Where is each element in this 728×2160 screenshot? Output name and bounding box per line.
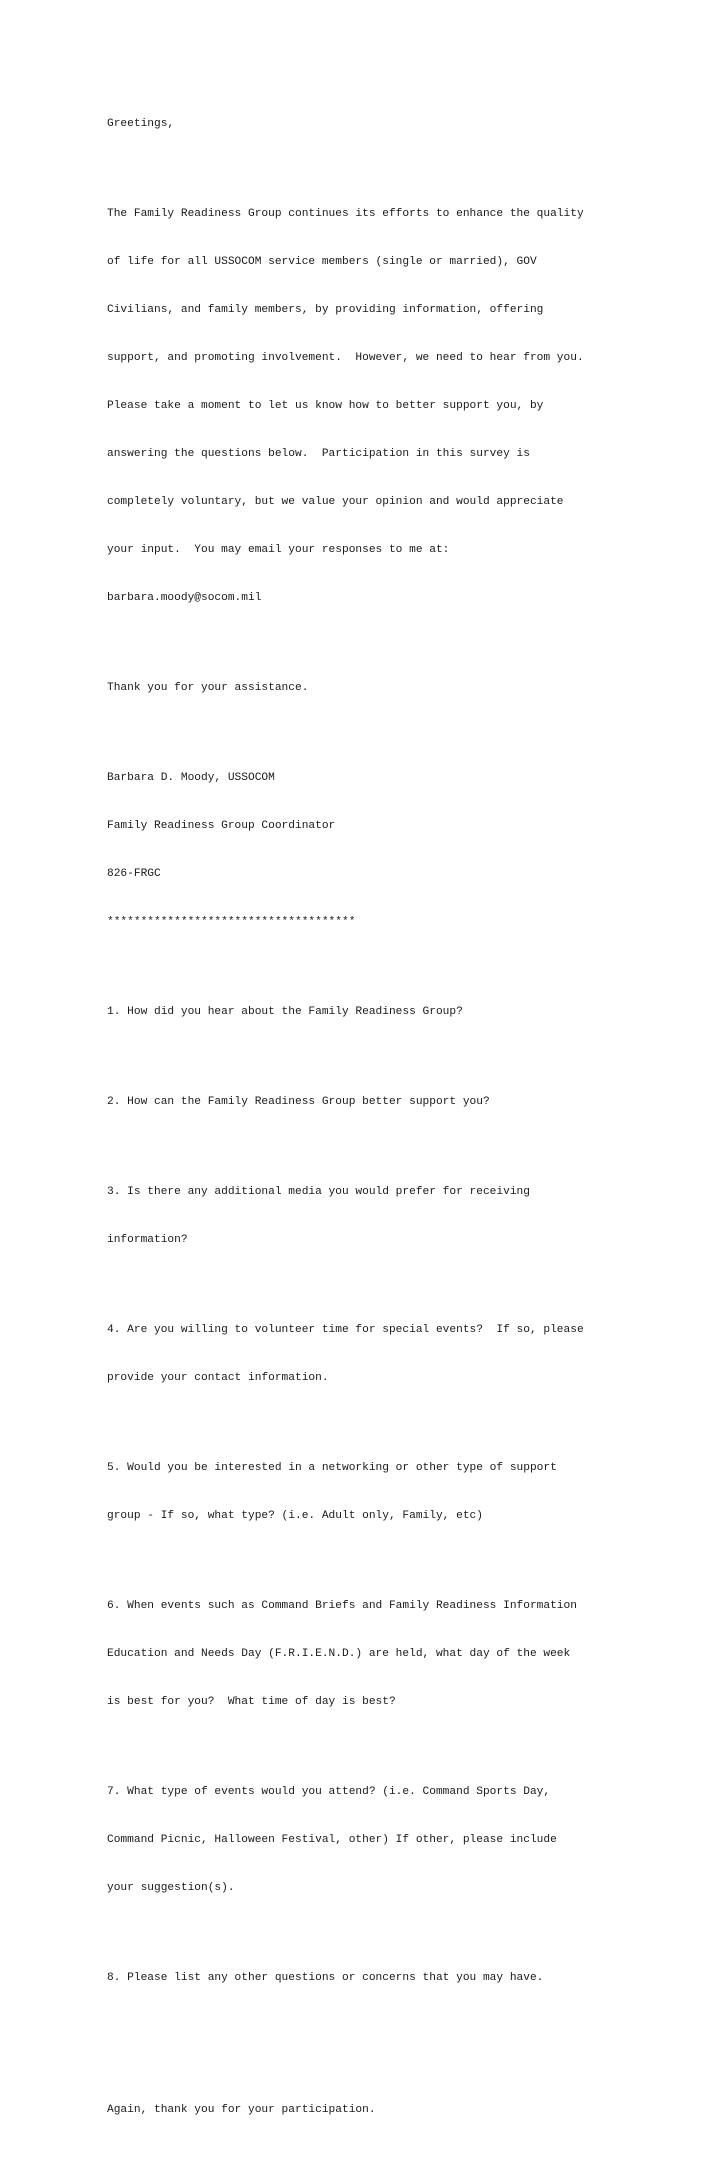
intro-line: Please take a moment to let us know how to better support you, by xyxy=(107,400,544,412)
email-address: barbara.moody@socom.mil xyxy=(107,592,262,604)
question-line: provide your contact information. xyxy=(107,1372,329,1384)
question-2 xyxy=(107,1062,627,1142)
greeting-line: Greetings, xyxy=(107,118,175,130)
greeting xyxy=(107,84,627,164)
intro-line: Civilians, and family members, by providing information, offering xyxy=(107,304,544,316)
intro-line: of life for all USSOCOM service members (single or married), GOV xyxy=(107,256,537,268)
question-line: 4. Are you willing to volunteer time for special events? If so, please xyxy=(107,1324,584,1336)
question-line: your suggestion(s). xyxy=(107,1882,235,1894)
question-3 xyxy=(107,1152,627,1280)
question-7 xyxy=(107,1752,627,1928)
signature-name: Barbara D. Moody, USSOCOM xyxy=(107,772,275,784)
intro-line: support, and promoting involvement. However, we need to hear from you. xyxy=(107,352,584,364)
question-line: 6. When events such as Command Briefs and Family Readiness Information xyxy=(107,1600,577,1612)
signature-title: Family Readiness Group Coordinator xyxy=(107,820,336,832)
intro-line: your input. You may email your responses to me at: xyxy=(107,544,450,556)
signature-block xyxy=(107,738,627,962)
blank-space xyxy=(107,2028,627,2070)
question-line: 7. What type of events would you attend? (i.e. Command Sports Day, xyxy=(107,1786,551,1798)
question-line: 5. Would you be interested in a networking or other type of support xyxy=(107,1462,557,1474)
question-line: 2. How can the Family Readiness Group better support you? xyxy=(107,1096,490,1108)
intro-line: completely voluntary, but we value your opinion and would appreciate xyxy=(107,496,564,508)
question-4 xyxy=(107,1290,627,1418)
question-line: is best for you? What time of day is best? xyxy=(107,1696,396,1708)
closing-paragraph xyxy=(107,2070,627,2150)
letter-body xyxy=(107,84,627,2160)
question-line: 8. Please list any other questions or concerns that you may have. xyxy=(107,1972,544,1984)
thanks-paragraph xyxy=(107,648,627,728)
question-line: information? xyxy=(107,1234,188,1246)
intro-line: answering the questions below. Participation in this survey is xyxy=(107,448,530,460)
question-8 xyxy=(107,1938,627,2018)
closing-line: Again, thank you for your participation. xyxy=(107,2104,376,2116)
question-6 xyxy=(107,1566,627,1742)
question-line: 1. How did you hear about the Family Readiness Group? xyxy=(107,1006,463,1018)
thanks-line: Thank you for your assistance. xyxy=(107,682,309,694)
separator-line: ************************************* xyxy=(107,916,356,928)
intro-paragraph xyxy=(107,174,627,638)
question-5 xyxy=(107,1428,627,1556)
question-line: 3. Is there any additional media you would prefer for receiving xyxy=(107,1186,530,1198)
signature-phone: 826-FRGC xyxy=(107,868,161,880)
question-line: Command Picnic, Halloween Festival, other) If other, please include xyxy=(107,1834,557,1846)
intro-line: The Family Readiness Group continues its efforts to enhance the quality xyxy=(107,208,584,220)
question-line: group - If so, what type? (i.e. Adult only, Family, etc) xyxy=(107,1510,483,1522)
question-line: Education and Needs Day (F.R.I.E.N.D.) are held, what day of the week xyxy=(107,1648,571,1660)
question-1 xyxy=(107,972,627,1052)
